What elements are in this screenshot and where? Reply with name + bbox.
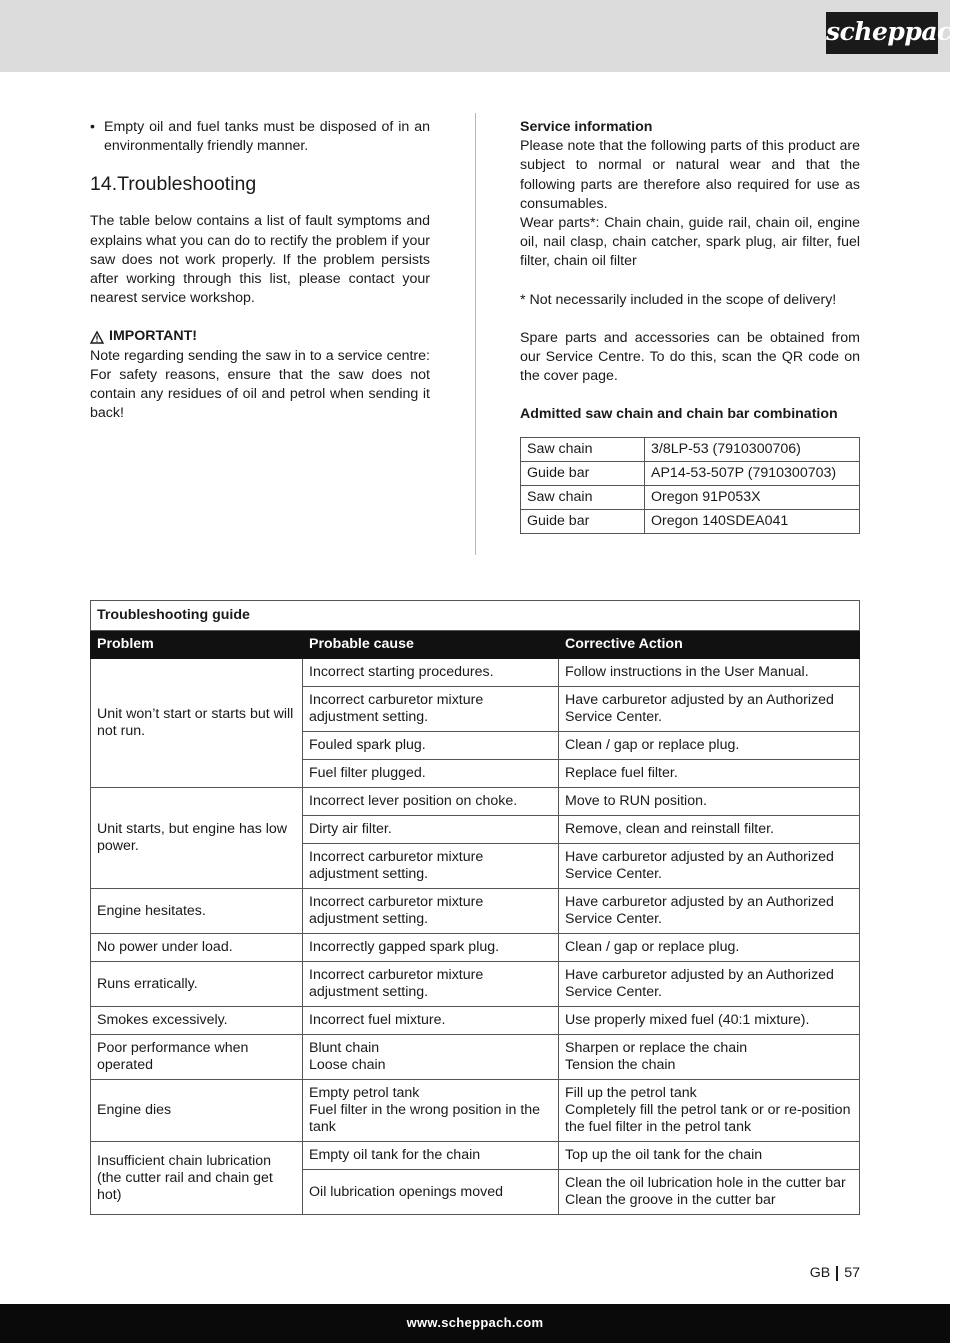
delivery-footnote: * Not necessarily included in the scope of delivery! xyxy=(520,291,837,308)
bullet-dot-icon: • xyxy=(90,119,95,135)
action-cell: Sharpen or replace the chain Tension the chain xyxy=(559,1035,860,1080)
troubleshooting-table xyxy=(90,600,860,1215)
combo-part: Guide bar xyxy=(521,510,645,534)
section-title: Troubleshooting xyxy=(117,173,257,196)
problem-cell: Poor performance when operated xyxy=(91,1035,303,1080)
table-row xyxy=(91,1007,860,1035)
action-cell: Have carburetor adjusted by an Authorized Service Center. xyxy=(559,844,860,889)
problem-cell: Engine dies xyxy=(91,1080,303,1142)
table-row xyxy=(91,889,860,934)
page-lang: GB xyxy=(809,1265,831,1281)
cause-cell: Incorrect carburetor mixture adjustment setting. xyxy=(303,687,559,732)
footer-bar xyxy=(0,1304,950,1343)
service-text: Please note that the following parts of this product are subject to normal or natural wear and that the following parts are therefore also required for use as consumables. xyxy=(520,138,860,212)
cause-cell: Oil lubrication openings moved xyxy=(303,1170,559,1215)
bullet-text: Empty oil and fuel tanks must be disposed of in an environmentally friendly manner. xyxy=(104,119,430,155)
table-row xyxy=(91,788,860,816)
service-heading: Service information xyxy=(520,119,653,135)
page-separator xyxy=(836,1266,838,1281)
action-cell: Clean / gap or replace plug. xyxy=(559,732,860,760)
combo-table xyxy=(520,437,860,535)
combo-model: Oregon 91P053X xyxy=(645,486,860,510)
cause-cell: Incorrect carburetor mixture adjustment setting. xyxy=(303,962,559,1007)
table-row xyxy=(91,1142,860,1170)
header-action: Corrective Action xyxy=(559,631,860,659)
table-row xyxy=(91,934,860,962)
cause-cell: Fouled spark plug. xyxy=(303,732,559,760)
action-cell: Use properly mixed fuel (40:1 mixture). xyxy=(559,1007,860,1035)
right-column xyxy=(520,118,860,534)
combo-model: Oregon 140SDEA041 xyxy=(645,510,860,534)
table-row xyxy=(91,1035,860,1080)
cause-cell: Fuel filter plugged. xyxy=(303,760,559,788)
page-number xyxy=(810,1265,860,1281)
guide-title: Troubleshooting guide xyxy=(91,601,860,631)
cause-cell: Incorrect lever position on choke. xyxy=(303,788,559,816)
cause-cell: Dirty air filter. xyxy=(303,816,559,844)
action-cell: Clean the oil lubrication hole in the cutter bar Clean the groove in the cutter bar xyxy=(559,1170,860,1215)
important-text: Note regarding sending the saw in to a service centre: For safety reasons, ensure that the saw does not contain any residues of oil and petrol when sending it back! xyxy=(90,347,430,422)
action-cell: Move to RUN position. xyxy=(559,788,860,816)
problem-cell: Engine hesitates. xyxy=(91,889,303,934)
cause-cell: Incorrect carburetor mixture adjustment setting. xyxy=(303,844,559,889)
spare-parts-text: Spare parts and accessories can be obtained from our Service Centre. To do this, scan the QR code on the cover page. xyxy=(520,329,860,385)
action-cell: Replace fuel filter. xyxy=(559,760,860,788)
brand-logo: scheppach xyxy=(826,12,938,54)
problem-cell: No power under load. xyxy=(91,934,303,962)
cause-cell: Incorrect fuel mixture. xyxy=(303,1007,559,1035)
combo-row xyxy=(521,510,860,534)
cause-cell: Blunt chain Loose chain xyxy=(303,1035,559,1080)
combo-part: Saw chain xyxy=(521,437,645,461)
combo-model: 3/8LP-53 (7910300706) xyxy=(645,437,860,461)
cause-cell: Incorrect starting procedures. xyxy=(303,659,559,687)
problem-cell: Smokes excessively. xyxy=(91,1007,303,1035)
action-cell: Have carburetor adjusted by an Authorized Service Center. xyxy=(559,687,860,732)
action-cell: Clean / gap or replace plug. xyxy=(559,934,860,962)
header-cause: Probable cause xyxy=(303,631,559,659)
table-row xyxy=(91,1080,860,1142)
combo-model: AP14-53-507P (7910300703) xyxy=(645,461,860,485)
warning-icon xyxy=(90,331,104,344)
cause-cell: Empty oil tank for the chain xyxy=(303,1142,559,1170)
combo-row xyxy=(521,486,860,510)
footer-url[interactable]: www.scheppach.com xyxy=(406,1315,544,1330)
wear-parts-text: Wear parts*: Chain chain, guide rail, chain oil, engine oil, nail clasp, chain catcher, spark plug, air filter, fuel filter, chain oil filter xyxy=(520,215,860,270)
header-problem: Problem xyxy=(91,631,303,659)
action-cell: Have carburetor adjusted by an Authorized Service Center. xyxy=(559,889,860,934)
cause-cell: Incorrect carburetor mixture adjustment setting. xyxy=(303,889,559,934)
section-number: 14. xyxy=(90,173,118,196)
problem-cell: Runs erratically. xyxy=(91,962,303,1007)
section-heading xyxy=(90,172,430,196)
table-row xyxy=(91,659,860,687)
action-cell: Remove, clean and reinstall filter. xyxy=(559,816,860,844)
problem-cell: Insufficient chain lubrication (the cutter rail and chain get hot) xyxy=(91,1142,303,1215)
column-divider xyxy=(475,113,476,555)
table-row xyxy=(91,962,860,1007)
combo-heading: Admitted saw chain and chain bar combination xyxy=(520,406,838,423)
action-cell: Have carburetor adjusted by an Authorized Service Center. xyxy=(559,962,860,1007)
action-cell: Follow instructions in the User Manual. xyxy=(559,659,860,687)
combo-row xyxy=(521,461,860,485)
combo-part: Guide bar xyxy=(521,461,645,485)
combo-part: Saw chain xyxy=(521,486,645,510)
problem-cell: Unit won’t start or starts but will not run. xyxy=(91,659,303,788)
problem-cell: Unit starts, but engine has low power. xyxy=(91,788,303,889)
left-column xyxy=(90,118,430,423)
action-cell: Fill up the petrol tank Completely fill the petrol tank or or re-position the fuel filter in the petrol tank xyxy=(559,1080,860,1142)
page-num: 57 xyxy=(844,1265,860,1281)
cause-cell: Empty petrol tank Fuel filter in the wrong position in the tank xyxy=(303,1080,559,1142)
disposal-bullet xyxy=(90,118,430,156)
cause-cell: Incorrectly gapped spark plug. xyxy=(303,934,559,962)
important-heading xyxy=(90,327,430,346)
action-cell: Top up the oil tank for the chain xyxy=(559,1142,860,1170)
intro-paragraph: The table below contains a list of fault symptoms and explains what you can do to rectify the problem if your saw does not work properly. If the problem persists after working through this list, please contact your nearest service workshop. xyxy=(90,213,430,307)
important-label: IMPORTANT! xyxy=(109,328,197,345)
combo-row xyxy=(521,437,860,461)
header-bar xyxy=(0,0,969,72)
